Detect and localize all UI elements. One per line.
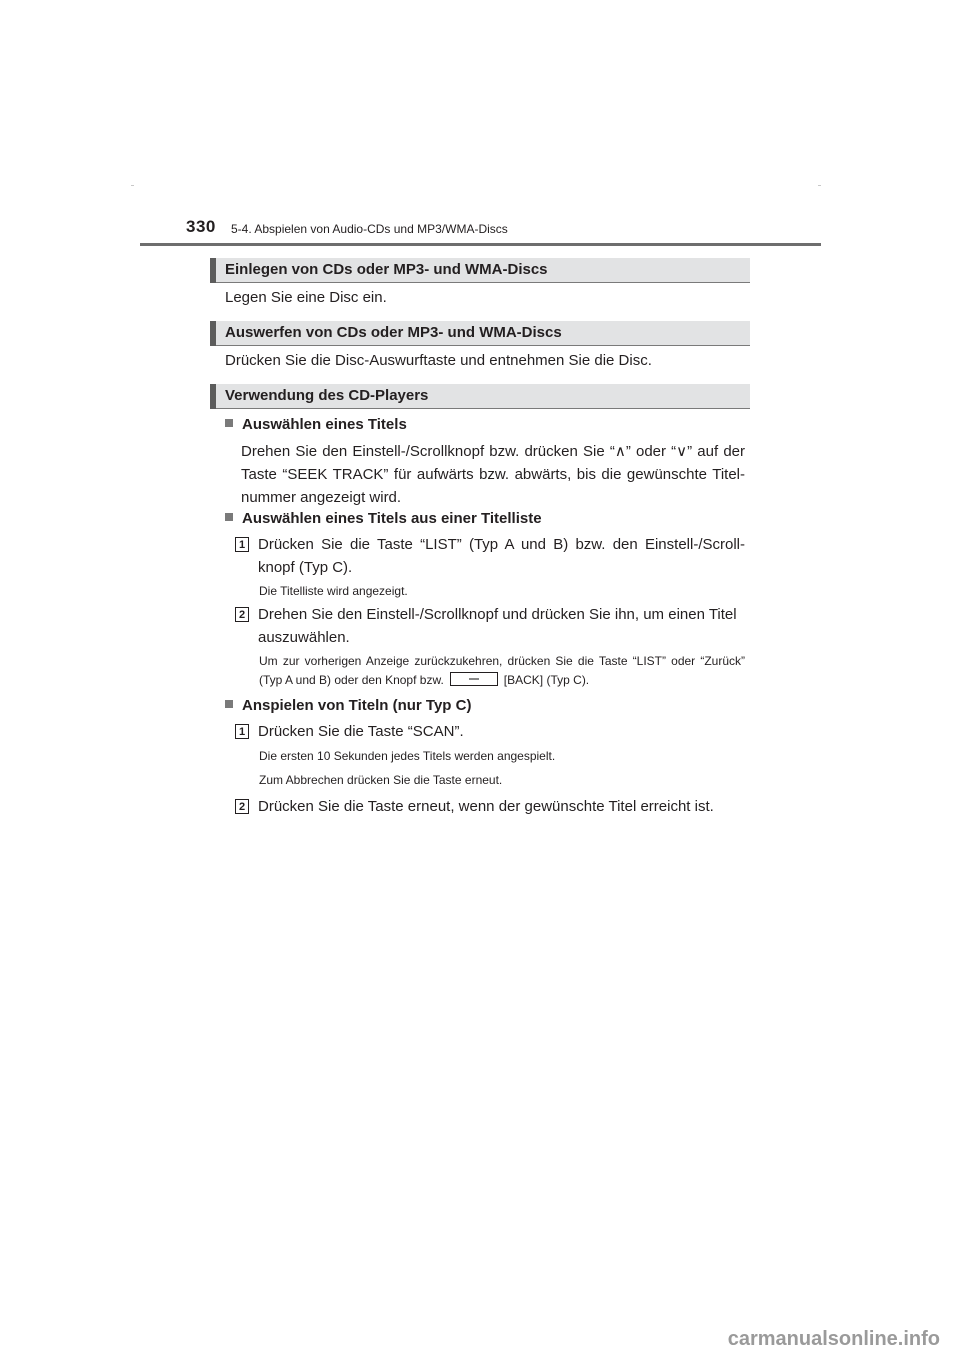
step-number-badge: 2 [235,607,249,622]
back-button-icon [450,672,498,686]
step-note: Die ersten 10 Sekunden jedes Titels werden angespielt. [259,749,556,763]
square-bullet-icon [225,513,233,521]
step-text: Drücken Sie die Taste “SCAN”. [258,723,464,740]
step-text: Drücken Sie die Taste “LIST” (Typ A und B) bzw. den Einstell-/Scroll-knopf (Typ C). [258,536,745,576]
section-heading-eject [210,321,750,346]
subheading-text: Anspielen von Titeln (nur Typ C) [242,697,472,714]
step-note: Zum Abbrechen drücken Sie die Taste erneut. [259,773,503,787]
heading-bar [210,384,216,409]
step-text: Drehen Sie den Einstell-/Scrollknopf und drücken Sie ihn, um einen Titel auszuwählen. [258,606,737,646]
crop-mark-left [131,185,134,186]
square-bullet-icon [225,419,233,427]
page-number: 330 [186,217,216,236]
paragraph-select-title: Drehen Sie den Einstell-/Scrollknopf bzw. drücken Sie “∧” oder “∨” auf der Taste “SEEK TRACK” für aufwärts bzw. abwärts, bis die gewünschte Titel-nummer angezeigt wird. [241,443,745,506]
step-number-badge: 2 [235,799,249,814]
step-note [259,652,745,690]
section-title: Einlegen von CDs oder MP3- und WMA-Discs [225,261,548,278]
subheading-scan [225,697,471,714]
step-note: Die Titelliste wird angezeigt. [259,584,408,598]
note-text: Um zur vorherigen Anzeige zurückzukehren, drücken Sie die Taste “LIST” oder “Zurück” (Typ A und B) oder den Knopf bzw. [259,654,745,687]
step-text: Drücken Sie die Taste erneut, wenn der gewünschte Titel erreicht ist. [258,798,714,815]
subheading-select-title [225,416,407,433]
section-heading-insert [210,258,750,283]
section-title: Auswerfen von CDs oder MP3- und WMA-Discs [225,324,562,341]
paragraph-eject: Drücken Sie die Disc-Auswurftaste und entnehmen Sie die Disc. [225,352,652,369]
square-bullet-icon [225,700,233,708]
watermark: carmanualsonline.info [727,1328,940,1350]
header-rule [140,243,821,246]
subheading-text: Auswählen eines Titels aus einer Titelliste [242,510,542,527]
heading-bar [210,321,216,346]
step-number-badge: 1 [235,724,249,739]
subheading-select-list [225,510,542,527]
crop-mark-right [818,185,821,186]
section-heading-cd-player [210,384,750,409]
note-text: [BACK] (Typ C). [503,673,590,687]
paragraph-insert: Legen Sie eine Disc ein. [225,289,387,306]
heading-bar [210,258,216,283]
section-title: Verwendung des CD-Players [225,387,429,404]
step-number-badge: 1 [235,537,249,552]
running-head: 5-4. Abspielen von Audio-CDs und MP3/WMA-Discs [231,222,508,236]
subheading-text: Auswählen eines Titels [242,416,407,433]
